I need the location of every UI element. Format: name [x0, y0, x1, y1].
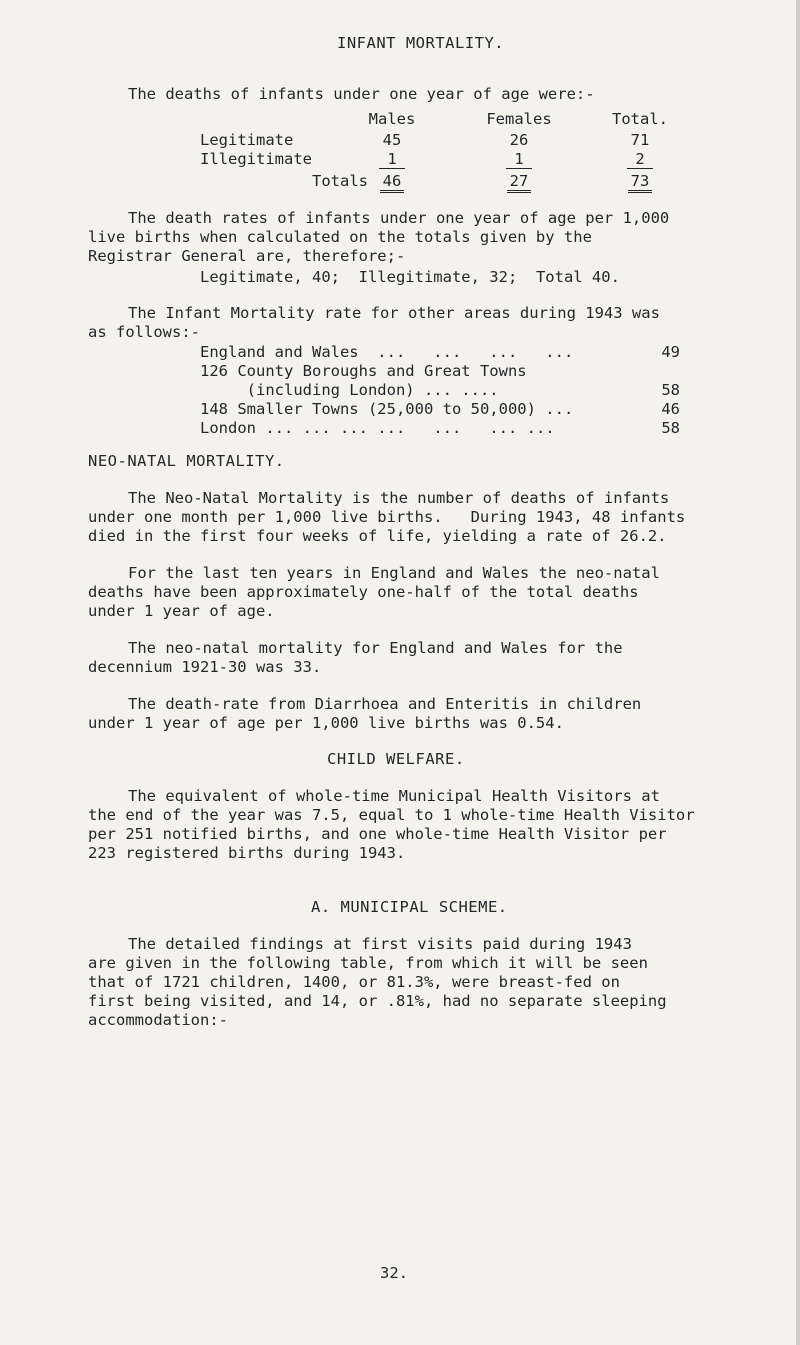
cell-totals-total-wrap	[617, 171, 663, 191]
page-number: 32.	[380, 1264, 408, 1282]
municipal-scheme-line: accommodation:-	[88, 1011, 228, 1029]
area-label: (including London) ... ....	[200, 381, 499, 399]
municipal-scheme-heading: A. MUNICIPAL SCHEME.	[311, 898, 508, 916]
cell-illegitimate-females-wrap	[496, 149, 542, 169]
row-label-illegitimate: Illegitimate	[200, 150, 312, 168]
child-welfare-line: The equivalent of whole-time Municipal Health Visitors at	[128, 787, 660, 805]
row-label-legitimate: Legitimate	[200, 131, 294, 149]
child-welfare-heading: CHILD WELFARE.	[327, 750, 465, 768]
row-label-totals: Totals	[312, 172, 368, 190]
col-header-males: Males	[368, 110, 416, 128]
col-header-total: Total.	[612, 110, 668, 128]
cell-totals-males-wrap	[369, 171, 415, 191]
infant-mortality-heading: INFANT MORTALITY.	[337, 34, 505, 52]
child-welfare-line: per 251 notified births, and one whole-time Health Visitor per	[88, 825, 667, 843]
area-label: 126 County Boroughs and Great Towns	[200, 362, 527, 380]
neo-natal-heading: NEO-NATAL MORTALITY.	[88, 452, 285, 470]
cell-legitimate-total: 71	[630, 131, 650, 149]
area-value: 49	[661, 343, 680, 361]
child-welfare-line: 223 registered births during 1943.	[88, 844, 406, 862]
cell-totals-females: 27	[507, 172, 532, 193]
neo-natal-line: The neo-natal mortality for England and Wales for the	[128, 639, 623, 657]
neo-natal-line: For the last ten years in England and Wales the neo-natal	[128, 564, 660, 582]
col-header-females: Females	[486, 110, 552, 128]
area-label: England and Wales ... ... ... ...	[200, 343, 574, 361]
rates-text-line: Registrar General are, therefore;-	[88, 247, 406, 265]
cell-totals-males: 46	[380, 172, 405, 193]
municipal-scheme-line: The detailed findings at first visits paid during 1943	[128, 935, 632, 953]
neo-natal-line: deaths have been approximately one-half of the total deaths	[88, 583, 639, 601]
neo-natal-line: under 1 year of age.	[88, 602, 275, 620]
other-areas-line: The Infant Mortality rate for other areas during 1943 was	[128, 304, 660, 322]
municipal-scheme-line: are given in the following table, from which it will be seen	[88, 954, 648, 972]
cell-totals-females-wrap	[496, 171, 542, 191]
neo-natal-line: decennium 1921-30 was 33.	[88, 658, 322, 676]
municipal-scheme-line: first being visited, and 14, or .81%, had no separate sleeping	[88, 992, 667, 1010]
area-value: 46	[661, 400, 680, 418]
area-label: 148 Smaller Towns (25,000 to 50,000) ...	[200, 400, 574, 418]
rates-text-line: The death rates of infants under one year of age per 1,000	[128, 209, 670, 227]
neo-natal-line: under one month per 1,000 live births. During 1943, 48 infants	[88, 508, 686, 526]
cell-legitimate-females: 26	[509, 131, 529, 149]
cell-illegitimate-males: 1	[379, 150, 404, 169]
cell-illegitimate-females: 1	[506, 150, 531, 169]
neo-natal-line: The Neo-Natal Mortality is the number of deaths of infants	[128, 489, 670, 507]
neo-natal-line: The death-rate from Diarrhoea and Enteritis in children	[128, 695, 642, 713]
neo-natal-line: under 1 year of age per 1,000 live births was 0.54.	[88, 714, 564, 732]
page-edge	[796, 0, 800, 1345]
neo-natal-line: died in the first four weeks of life, yielding a rate of 26.2.	[88, 527, 667, 545]
cell-illegitimate-total: 2	[627, 150, 652, 169]
municipal-scheme-line: that of 1721 children, 1400, or 81.3%, were breast-fed on	[88, 973, 620, 991]
infant-deaths-intro: The deaths of infants under one year of age were:-	[128, 85, 595, 103]
rates-line: Legitimate, 40; Illegitimate, 32; Total 40.	[200, 268, 620, 286]
cell-legitimate-males: 45	[382, 131, 402, 149]
other-areas-line: as follows:-	[88, 323, 200, 341]
child-welfare-line: the end of the year was 7.5, equal to 1 whole-time Health Visitor	[88, 806, 695, 824]
area-value: 58	[661, 419, 680, 437]
cell-totals-total: 73	[628, 172, 653, 193]
area-label: London ... ... ... ... ... ... ...	[200, 419, 555, 437]
cell-illegitimate-males-wrap	[369, 149, 415, 169]
cell-illegitimate-total-wrap	[617, 149, 663, 169]
rates-text-line: live births when calculated on the totals given by the	[88, 228, 592, 246]
area-value: 58	[661, 381, 680, 399]
